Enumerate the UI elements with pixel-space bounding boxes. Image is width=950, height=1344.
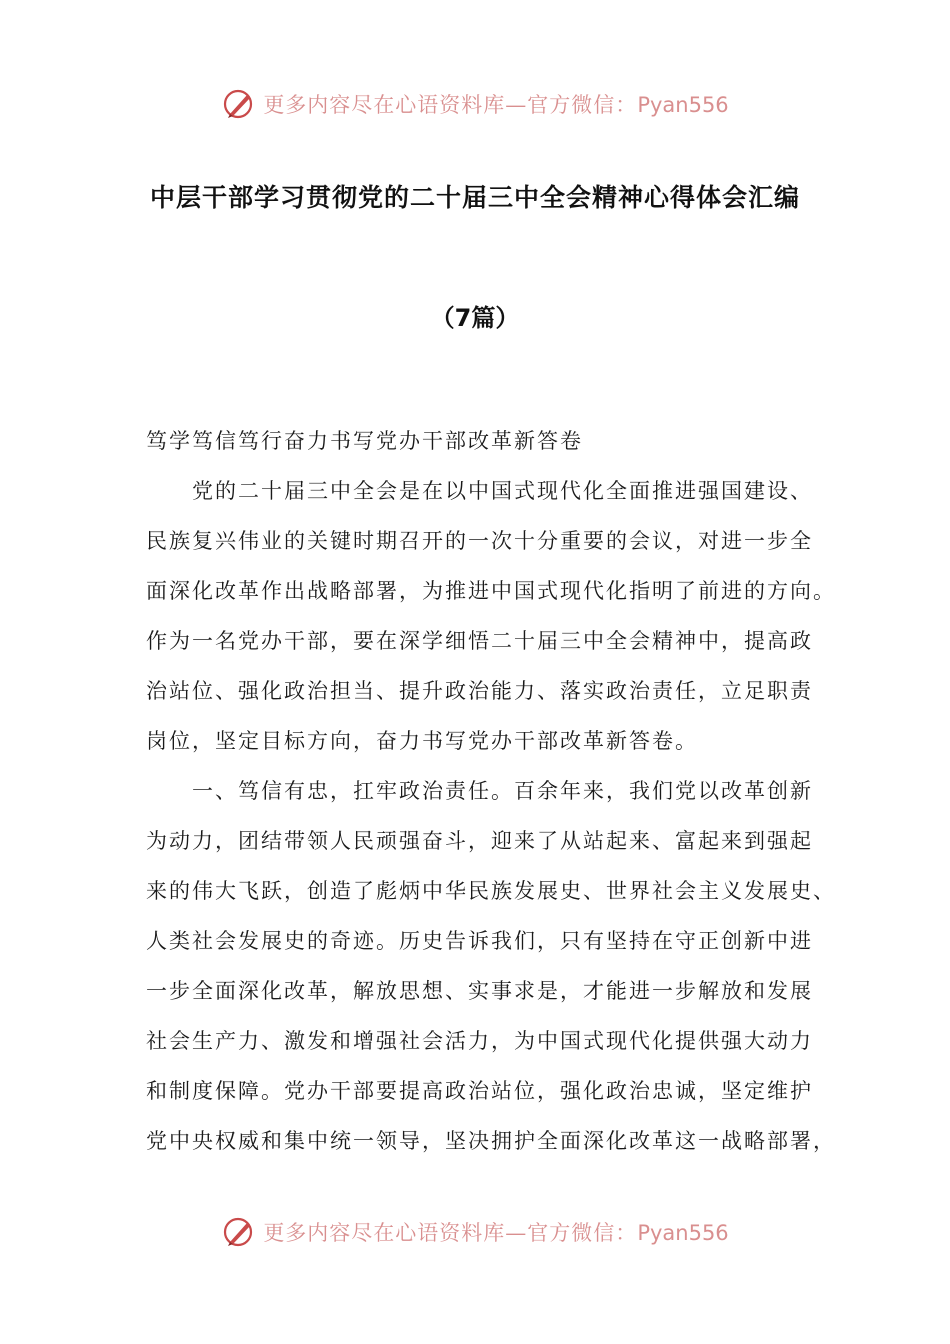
wechat-id: Pyan556 bbox=[637, 1221, 729, 1245]
body-line: 作为一名党办干部，要在深学细悟二十届三中全会精神中，提高政 bbox=[146, 629, 813, 653]
body-line: 来的伟大飞跃，创造了彪炳中华民族发展史、世界社会主义发展史、 bbox=[146, 879, 836, 903]
document-body bbox=[146, 416, 836, 1166]
watermark-label: 更多内容尽在心语资料库—官方微信：Pyan556 bbox=[263, 93, 729, 117]
header-watermark bbox=[0, 84, 950, 124]
document-title: 中层干部学习贯彻党的二十届三中全会精神心得体会汇编 bbox=[149, 183, 800, 212]
pen-nib-logo-icon bbox=[221, 86, 257, 122]
body-line: 和制度保障。党办干部要提高政治站位，强化政治忠诚，坚定维护 bbox=[146, 1079, 813, 1103]
wechat-id: Pyan556 bbox=[637, 93, 729, 117]
body-line: 为动力，团结带领人民顽强奋斗，迎来了从站起来、富起来到强起 bbox=[146, 829, 813, 853]
body-line: 岗位，坚定目标方向，奋力书写党办干部改革新答卷。 bbox=[146, 729, 698, 753]
pen-nib-logo-icon bbox=[221, 1214, 257, 1250]
body-line: 一、笃信有忠，扛牢政治责任。百余年来，我们党以改革创新 bbox=[146, 779, 813, 803]
body-line: 党的二十届三中全会是在以中国式现代化全面推进强国建设、 bbox=[146, 479, 813, 503]
body-line: 面深化改革作出战略部署，为推进中国式现代化指明了前进的方向。 bbox=[146, 579, 836, 603]
body-line: 一步全面深化改革，解放思想、实事求是，才能进一步解放和发展 bbox=[146, 979, 813, 1003]
body-line: 治站位、强化政治担当、提升政治能力、落实政治责任，立足职责 bbox=[146, 679, 813, 703]
body-line: 社会生产力、激发和增强社会活力，为中国式现代化提供强大动力 bbox=[146, 1029, 813, 1053]
body-line: 人类社会发展史的奇迹。历史告诉我们，只有坚持在守正创新中进 bbox=[146, 929, 813, 953]
body-line: 民族复兴伟业的关键时期召开的一次十分重要的会议，对进一步全 bbox=[146, 529, 813, 553]
section-heading: 笃学笃信笃行奋力书写党办干部改革新答卷 bbox=[146, 429, 583, 453]
watermark-label: 更多内容尽在心语资料库—官方微信：Pyan556 bbox=[263, 1221, 729, 1245]
document-subtitle: （7篇） bbox=[430, 304, 520, 332]
footer-watermark bbox=[0, 1212, 950, 1252]
body-line: 党中央权威和集中统一领导，坚决拥护全面深化改革这一战略部署， bbox=[146, 1129, 836, 1153]
